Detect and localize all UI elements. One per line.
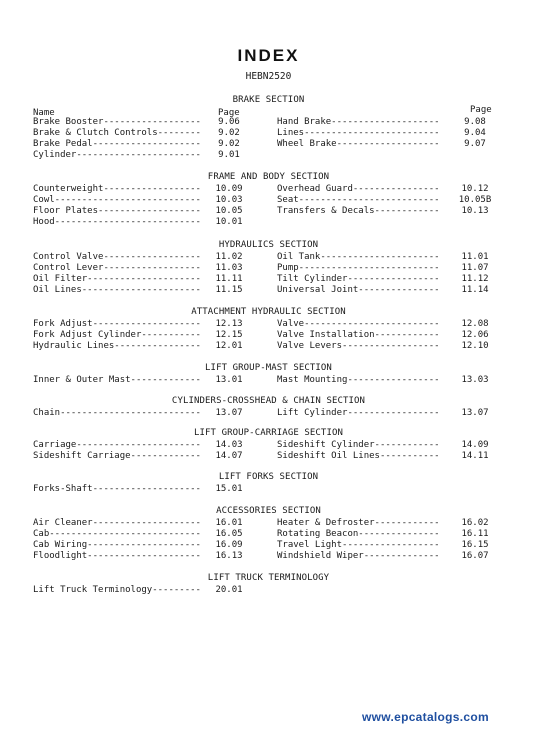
entry-page-number: 12.13 [215, 319, 243, 329]
section-entries [0, 117, 537, 161]
entry-page-number: 12.08 [461, 319, 489, 329]
entry-page-number: 20.01 [215, 585, 243, 595]
entry-page-number: 10.09 [215, 184, 243, 194]
watermark: www.epcatalogs.com [362, 710, 489, 724]
page-title: INDEX [237, 46, 300, 65]
entry-page-number: 14.09 [461, 440, 489, 450]
entry-name: Cab---------------------------- [33, 529, 201, 539]
index-row [0, 451, 537, 462]
entry-page-number: 9.06 [218, 117, 240, 127]
entry-name: Oil Lines---------------------- [33, 285, 201, 295]
right-page-column-label: Page [470, 105, 492, 115]
index-row [0, 117, 537, 128]
entry-page-number: 11.03 [215, 263, 243, 273]
entry-name: Chain-------------------------- [33, 408, 201, 418]
entry-name: Forks-Shaft-------------------- [33, 484, 201, 494]
entry-page-number: 12.15 [215, 330, 243, 340]
index-row [0, 195, 537, 206]
entry-name: Fork Adjust-------------------- [33, 319, 201, 329]
entry-page-number: 16.11 [461, 529, 489, 539]
index-row [0, 518, 537, 529]
section-title: ATTACHMENT HYDRAULIC SECTION [191, 307, 346, 317]
entry-name: Overhead Guard---------------- [277, 184, 440, 194]
index-row [0, 274, 537, 285]
entry-page-number: 16.01 [215, 518, 243, 528]
index-row [0, 184, 537, 195]
entry-name: Rotating Beacon--------------- [277, 529, 440, 539]
entry-page-number: 14.03 [215, 440, 243, 450]
entry-page-number: 12.01 [215, 341, 243, 351]
entry-page-number: 16.15 [461, 540, 489, 550]
index-row [0, 252, 537, 263]
section-title: HYDRAULICS SECTION [218, 240, 319, 250]
entry-name: Windshield Wiper-------------- [277, 551, 440, 561]
entry-name: Hand Brake-------------------- [277, 117, 440, 127]
entry-name: Lines------------------------- [277, 128, 440, 138]
entry-name: Wheel Brake------------------- [277, 139, 440, 149]
index-row [0, 128, 537, 139]
entry-name: Travel Light------------------ [277, 540, 440, 550]
entry-page-number: 9.01 [218, 150, 240, 160]
document-code: HEBN2520 [245, 71, 292, 82]
left-name-column-label: Name [33, 108, 55, 118]
entry-name: Valve Installation------------ [277, 330, 440, 340]
section-entries [0, 319, 537, 352]
entry-name: Control Lever------------------ [33, 263, 201, 273]
index-row [0, 375, 537, 386]
entry-page-number: 13.01 [215, 375, 243, 385]
entry-page-number: 16.05 [215, 529, 243, 539]
entry-name: Counterweight------------------ [33, 184, 201, 194]
entry-name: Oil Filter--------------------- [33, 274, 201, 284]
section-title: LIFT GROUP-CARRIAGE SECTION [194, 428, 343, 438]
entry-page-number: 10.03 [215, 195, 243, 205]
entry-page-number: 9.04 [464, 128, 486, 138]
entry-page-number: 11.01 [461, 252, 489, 262]
entry-page-number: 11.11 [215, 274, 243, 284]
entry-page-number: 15.01 [215, 484, 243, 494]
entry-name: Sideshift Cylinder------------ [277, 440, 440, 450]
index-row [0, 330, 537, 341]
entry-page-number: 16.09 [215, 540, 243, 550]
entry-name: Floodlight--------------------- [33, 551, 201, 561]
index-row [0, 263, 537, 274]
entry-page-number: 16.07 [461, 551, 489, 561]
entry-name: Fork Adjust Cylinder----------- [33, 330, 201, 340]
entry-page-number: 12.06 [461, 330, 489, 340]
index-row [0, 319, 537, 330]
entry-name: Mast Mounting----------------- [277, 375, 440, 385]
entry-name: Valve------------------------- [277, 319, 440, 329]
entry-page-number: 14.11 [461, 451, 489, 461]
section-entries [0, 184, 537, 228]
entry-name: Transfers & Decals------------ [277, 206, 440, 216]
section-entries [0, 375, 537, 386]
entry-name: Heater & Defroster------------ [277, 518, 440, 528]
entry-name: Brake Pedal-------------------- [33, 139, 201, 149]
entry-page-number: 9.08 [464, 117, 486, 127]
entry-name: Lift Truck Terminology--------- [33, 585, 201, 595]
entry-page-number: 13.07 [461, 408, 489, 418]
entry-name: Hood--------------------------- [33, 217, 201, 227]
entry-page-number: 9.02 [218, 128, 240, 138]
entry-page-number: 9.07 [464, 139, 486, 149]
left-page-column-label: Page [218, 108, 240, 118]
index-row [0, 484, 537, 495]
entry-page-number: 10.12 [461, 184, 489, 194]
entry-page-number: 12.10 [461, 341, 489, 351]
index-row [0, 529, 537, 540]
index-row [0, 217, 537, 228]
entry-page-number: 16.13 [215, 551, 243, 561]
entry-name: Cab Wiring--------------------- [33, 540, 201, 550]
section-title: LIFT TRUCK TERMINOLOGY [207, 573, 330, 583]
entry-name: Brake Booster------------------ [33, 117, 201, 127]
entry-name: Cylinder----------------------- [33, 150, 201, 160]
section-title: FRAME AND BODY SECTION [207, 172, 330, 182]
index-row [0, 206, 537, 217]
section-title: LIFT GROUP-MAST SECTION [205, 363, 332, 373]
entry-name: Air Cleaner-------------------- [33, 518, 201, 528]
entry-name: Sideshift Carriage------------- [33, 451, 201, 461]
entry-name: Brake & Clutch Controls-------- [33, 128, 201, 138]
entry-name: Universal Joint--------------- [277, 285, 440, 295]
index-row [0, 585, 537, 596]
section-entries [0, 484, 537, 495]
section-entries [0, 518, 537, 562]
section-title: BRAKE SECTION [232, 95, 305, 105]
entry-name: Tilt Cylinder----------------- [277, 274, 440, 284]
section-title: CYLINDERS-CROSSHEAD & CHAIN SECTION [171, 396, 366, 406]
entry-page-number: 11.12 [461, 274, 489, 284]
section-entries [0, 252, 537, 296]
entry-page-number: 11.15 [215, 285, 243, 295]
index-row [0, 440, 537, 451]
index-row [0, 551, 537, 562]
entry-page-number: 10.01 [215, 217, 243, 227]
entry-page-number: 16.02 [461, 518, 489, 528]
entry-page-number: 13.07 [215, 408, 243, 418]
entry-name: Pump-------------------------- [277, 263, 440, 273]
entry-page-number: 11.07 [461, 263, 489, 273]
entry-page-number: 9.02 [218, 139, 240, 149]
entry-name: Floor Plates------------------- [33, 206, 201, 216]
entry-page-number: 10.05B [458, 195, 492, 205]
section-entries [0, 408, 537, 419]
entry-page-number: 11.14 [461, 285, 489, 295]
entry-page-number: 10.05 [215, 206, 243, 216]
entry-name: Lift Cylinder----------------- [277, 408, 440, 418]
section-entries [0, 585, 537, 596]
index-row [0, 139, 537, 150]
entry-name: Valve Levers------------------ [277, 341, 440, 351]
entry-name: Oil Tank---------------------- [277, 252, 440, 262]
index-row [0, 408, 537, 419]
entry-name: Cowl--------------------------- [33, 195, 201, 205]
entry-name: Control Valve------------------ [33, 252, 201, 262]
entry-name: Seat-------------------------- [277, 195, 440, 205]
entry-page-number: 14.07 [215, 451, 243, 461]
entry-name: Carriage----------------------- [33, 440, 201, 450]
entry-name: Inner & Outer Mast------------- [33, 375, 201, 385]
section-title: LIFT FORKS SECTION [218, 472, 319, 482]
index-row [0, 540, 537, 551]
section-title: ACCESSORIES SECTION [216, 506, 321, 516]
entry-page-number: 11.02 [215, 252, 243, 262]
entry-name: Sideshift Oil Lines----------- [277, 451, 440, 461]
entry-page-number: 13.03 [461, 375, 489, 385]
index-row [0, 285, 537, 296]
entry-name: Hydraulic Lines---------------- [33, 341, 201, 351]
entry-page-number: 10.13 [461, 206, 489, 216]
section-entries [0, 440, 537, 462]
index-row [0, 341, 537, 352]
index-row [0, 150, 537, 161]
